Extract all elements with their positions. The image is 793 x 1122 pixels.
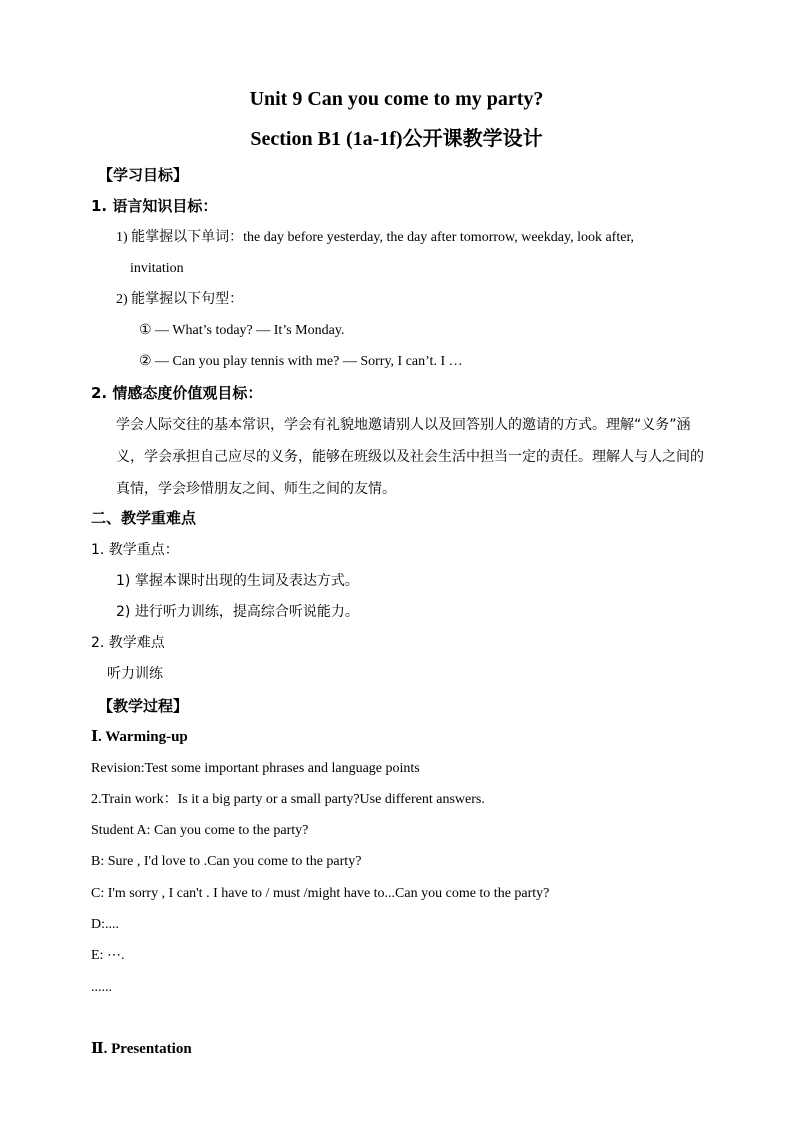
- dialog-line-d: D:....: [91, 917, 119, 932]
- document-subtitle: Section B1 (1a-1f)公开课教学设计: [250, 128, 543, 150]
- sentence-pattern-2: ② — Can you play tennis with me? — Sorry, I can’t. I …: [139, 354, 463, 369]
- objective-1-item-1-cont: invitation: [130, 261, 184, 276]
- dialog-line-a: Student A: Can you come to the party?: [91, 823, 309, 838]
- section-heading-objectives: 【学习目标】: [98, 166, 189, 184]
- objective-1-heading: 1. 语言知识目标：: [91, 197, 218, 215]
- difficulty-heading: 2. 教学难点: [91, 635, 165, 651]
- dialog-line-e: E: ⋯.: [91, 948, 125, 963]
- dialog-line-b: B: Sure , I'd love to .Can you come to the party?: [91, 854, 362, 869]
- step-2-heading: Ⅱ. Presentation: [91, 1041, 192, 1057]
- key-point-1: 1) 掌握本课时出现的生词及表达方式。: [116, 573, 359, 589]
- objective-2-heading: 2. 情感态度价值观目标：: [91, 384, 263, 402]
- objective-2-text: 学会人际交往的基本常识，学会有礼貌地邀请别人以及回答别人的邀请的方式。理解“义务”涵义，学会承担自己应尽的义务，能够在班级以及社会生活中担当一定的责任。理解人与人之间的真情，学会珍惜朋友之间、师生之间的友情。: [116, 417, 704, 497]
- document-title: Unit 9 Can you come to my party?: [249, 88, 544, 110]
- key-points-heading: 1. 教学重点：: [91, 542, 179, 558]
- objective-1-item-1: 1) 能掌握以下单词：the day before yesterday, the day after tomorrow, weekday, look after,: [116, 230, 635, 245]
- train-work-line: 2.Train work：Is it a big party or a small party?Use different answers.: [91, 792, 485, 807]
- dialog-line-c: C: I'm sorry , I can't . I have to / must /might have to...Can you come to the party?: [91, 886, 550, 901]
- revision-line: Revision:Test some important phrases and language points: [91, 761, 420, 776]
- sentence-pattern-1: ① — What’s today? — It’s Monday.: [139, 323, 345, 338]
- section-heading-process: 【教学过程】: [98, 697, 189, 715]
- objective-1-item-2: 2) 能掌握以下句型：: [116, 292, 244, 307]
- difficulty-text: 听力训练: [107, 666, 163, 682]
- ellipsis-line: ......: [91, 980, 112, 995]
- key-point-2: 2) 进行听力训练，提高综合听说能力。: [116, 604, 359, 620]
- step-1-heading: Ⅰ. Warming-up: [91, 729, 188, 745]
- section-heading-key-points: 二、教学重难点: [91, 509, 197, 527]
